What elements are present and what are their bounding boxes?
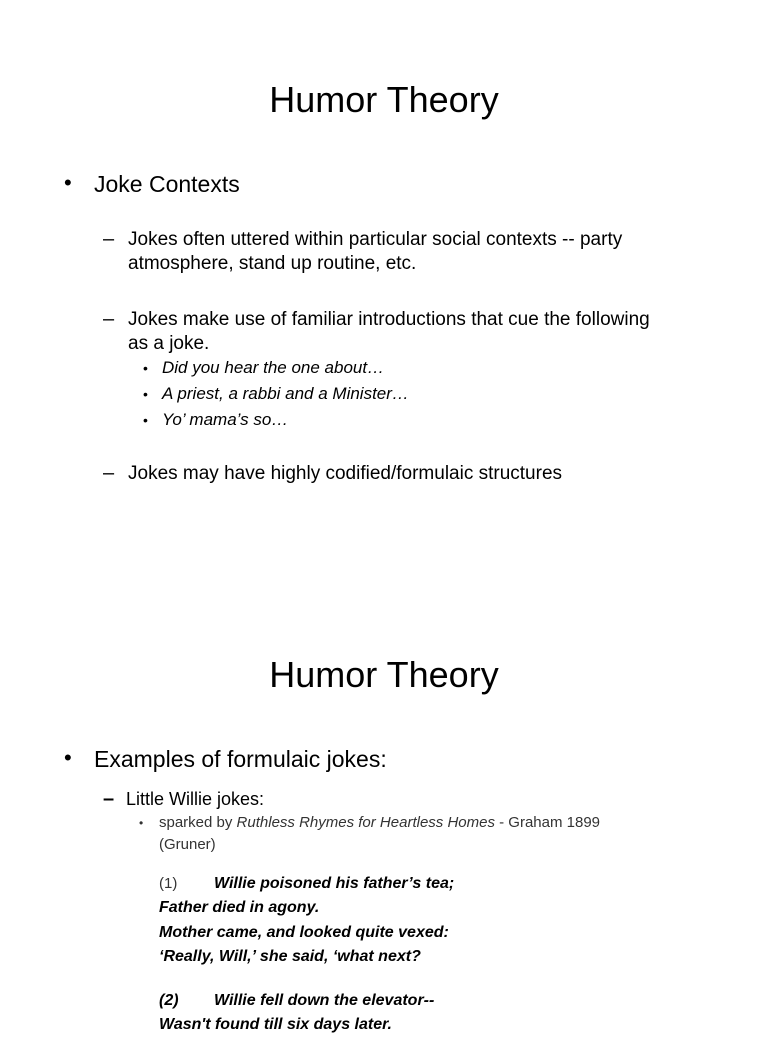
poem-number: (1) [159,875,178,892]
bullet-heading: Joke Contexts [94,171,240,197]
slide-title: Humor Theory [269,79,499,120]
dash-icon: – [103,462,115,484]
sub-heading: Little Willie jokes: [126,789,265,809]
poem-line: ‘Really, Will,’ she said, ‘what next? [159,948,421,965]
bullet-icon: • [64,170,72,195]
bullet-heading: Examples of formulaic jokes: [94,746,387,772]
point-text: Jokes may have highly codified/formulaic structures [128,463,563,484]
point-text: atmosphere, stand up routine, etc. [128,253,417,274]
point-text: Jokes often uttered within particular social contexts -- party [128,229,623,250]
sub-bullet-icon: • [143,386,148,402]
small-bullet-icon: • [139,816,144,830]
poem-line: Willie poisoned his father’s tea; [214,875,455,892]
poem-line: Wasn't found till six days later. [159,1016,392,1033]
slide-2 [0,600,768,1033]
point-text: Jokes make use of familiar introductions that cue the following [128,309,650,330]
sub-point-text: A priest, a rabbi and a Minister… [162,384,409,403]
sub-bullet-icon: • [143,412,148,428]
source-line: sparked by Ruthless Rhymes for Heartless Homes - Graham 1899 [159,814,601,831]
bullet-icon: • [64,745,72,770]
sub-bullet-icon: • [143,360,148,376]
source-line-2: (Gruner) [159,836,216,853]
poem-number: (2) [159,992,179,1009]
slide-title: Humor Theory [269,654,499,695]
sub-point-text: Yo’ mama’s so… [162,410,289,429]
dash-icon: – [103,228,115,250]
poem-line: Father died in agony. [159,899,320,916]
poem-line: Mother came, and looked quite vexed: [159,924,449,941]
dash-icon: – [103,308,115,330]
point-text: as a joke. [128,333,210,354]
sub-point-text: Did you hear the one about… [162,358,385,377]
dash-icon: – [103,788,115,810]
poem-line: Willie fell down the elevator-- [214,992,435,1009]
